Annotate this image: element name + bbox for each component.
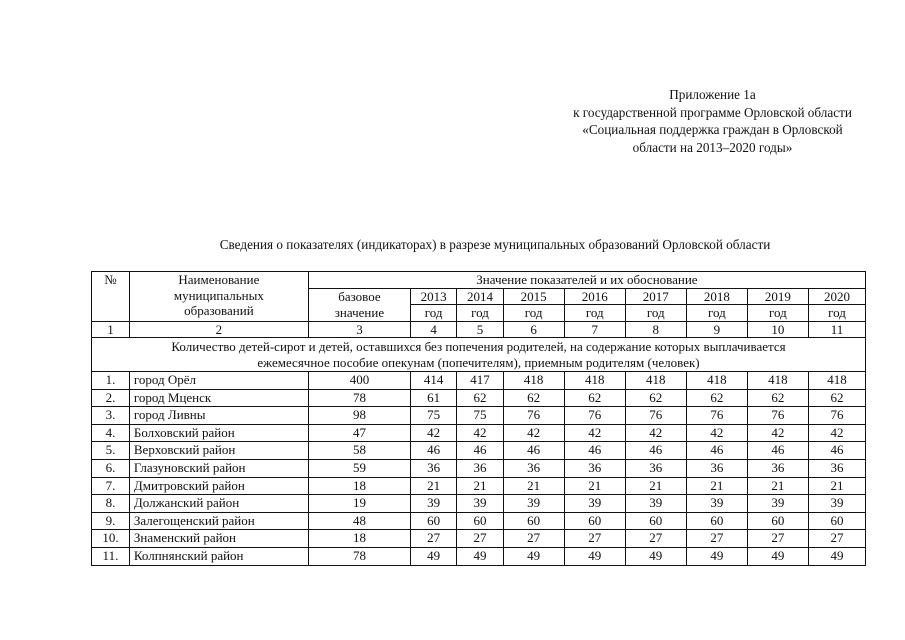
year-value: 21 — [808, 477, 865, 495]
header-year-unit: год — [625, 305, 686, 322]
year-value: 60 — [808, 512, 865, 530]
base-value: 18 — [308, 530, 410, 548]
year-value: 418 — [686, 372, 747, 390]
base-value: 78 — [308, 547, 410, 565]
base-value: 78 — [308, 389, 410, 407]
appendix-line: Приложение 1а — [669, 87, 756, 102]
header-name-line: муниципальных — [173, 287, 264, 303]
year-value: 21 — [411, 477, 457, 495]
year-value: 46 — [503, 442, 564, 460]
year-value: 39 — [808, 495, 865, 513]
section-heading-line: ежемесячное пособие опекунам (попечителям), приемным родителям (человек) — [257, 354, 700, 370]
table-row — [92, 512, 866, 530]
year-value: 42 — [411, 424, 457, 442]
year-value: 39 — [747, 495, 808, 513]
year-value: 42 — [564, 424, 625, 442]
header-year: 2017 — [625, 288, 686, 305]
year-value: 27 — [503, 530, 564, 548]
year-value: 62 — [503, 389, 564, 407]
year-value: 21 — [686, 477, 747, 495]
year-value: 76 — [686, 407, 747, 425]
year-value: 60 — [625, 512, 686, 530]
year-value: 62 — [457, 389, 503, 407]
municipality-name: город Ливны — [129, 407, 308, 425]
column-number: 6 — [503, 321, 564, 338]
year-value: 27 — [564, 530, 625, 548]
base-value: 18 — [308, 477, 410, 495]
table-row — [92, 459, 866, 477]
table-row — [92, 424, 866, 442]
row-number: 7. — [92, 477, 130, 495]
base-value: 59 — [308, 459, 410, 477]
row-number: 3. — [92, 407, 130, 425]
row-number: 4. — [92, 424, 130, 442]
year-value: 27 — [457, 530, 503, 548]
year-value: 76 — [808, 407, 865, 425]
municipality-name: Знаменский район — [129, 530, 308, 548]
table-row — [92, 442, 866, 460]
header-year-unit: год — [686, 305, 747, 322]
year-value: 39 — [564, 495, 625, 513]
table-row — [92, 372, 866, 390]
table-row — [92, 407, 866, 425]
year-value: 49 — [564, 547, 625, 565]
year-value: 36 — [457, 459, 503, 477]
table-row — [92, 477, 866, 495]
municipality-name: Верховский район — [129, 442, 308, 460]
year-value: 62 — [564, 389, 625, 407]
municipality-name: Болховский район — [129, 424, 308, 442]
year-value: 42 — [503, 424, 564, 442]
year-value: 39 — [411, 495, 457, 513]
year-value: 46 — [686, 442, 747, 460]
municipality-name: город Орёл — [129, 372, 308, 390]
base-value: 58 — [308, 442, 410, 460]
year-value: 27 — [625, 530, 686, 548]
header-group: Значение показателей и их обоснование — [308, 272, 865, 289]
municipality-name: Дмитровский район — [129, 477, 308, 495]
year-value: 76 — [564, 407, 625, 425]
year-value: 49 — [457, 547, 503, 565]
header-no: № — [92, 272, 130, 322]
year-value: 27 — [411, 530, 457, 548]
year-value: 60 — [503, 512, 564, 530]
row-number: 6. — [92, 459, 130, 477]
row-number: 10. — [92, 530, 130, 548]
year-value: 39 — [503, 495, 564, 513]
year-value: 39 — [625, 495, 686, 513]
section-heading-line: Количество детей-сирот и детей, оставшихся без попечения родителей, на содержание которых выплачивается — [171, 339, 786, 354]
header-year: 2019 — [747, 288, 808, 305]
column-number: 5 — [457, 321, 503, 338]
column-number: 4 — [411, 321, 457, 338]
year-value: 21 — [747, 477, 808, 495]
year-value: 42 — [686, 424, 747, 442]
year-value: 49 — [808, 547, 865, 565]
appendix-line: к государственной программе Орловской области — [573, 104, 852, 120]
year-value: 27 — [747, 530, 808, 548]
year-value: 49 — [503, 547, 564, 565]
column-number: 8 — [625, 321, 686, 338]
year-value: 49 — [747, 547, 808, 565]
row-number: 5. — [92, 442, 130, 460]
year-value: 36 — [625, 459, 686, 477]
header-year-unit: год — [411, 305, 457, 322]
year-value: 60 — [564, 512, 625, 530]
row-number: 9. — [92, 512, 130, 530]
year-value: 49 — [686, 547, 747, 565]
header-base — [308, 288, 410, 321]
base-value: 19 — [308, 495, 410, 513]
document-title: Сведения о показателях (индикаторах) в разрезе муниципальных образований Орловской области — [219, 237, 771, 252]
year-value: 418 — [564, 372, 625, 390]
year-value: 39 — [686, 495, 747, 513]
year-value: 36 — [747, 459, 808, 477]
year-value: 60 — [411, 512, 457, 530]
indicators-table — [91, 271, 866, 566]
year-value: 46 — [411, 442, 457, 460]
year-value: 36 — [686, 459, 747, 477]
year-value: 42 — [625, 424, 686, 442]
year-value: 418 — [747, 372, 808, 390]
header-base-line: значение — [334, 304, 385, 320]
header-name-line: Наименование — [178, 272, 260, 287]
header-name — [129, 272, 308, 322]
year-value: 60 — [457, 512, 503, 530]
section-row — [92, 338, 866, 372]
header-name-line: образований — [184, 303, 254, 318]
table-row — [92, 389, 866, 407]
column-number: 2 — [129, 321, 308, 338]
year-value: 75 — [457, 407, 503, 425]
year-value: 39 — [457, 495, 503, 513]
base-value: 48 — [308, 512, 410, 530]
header-year-unit: год — [808, 305, 865, 322]
column-number: 1 — [92, 321, 130, 338]
year-value: 75 — [411, 407, 457, 425]
year-value: 418 — [808, 372, 865, 390]
year-value: 42 — [747, 424, 808, 442]
year-value: 418 — [625, 372, 686, 390]
column-number: 9 — [686, 321, 747, 338]
year-value: 46 — [457, 442, 503, 460]
column-number: 3 — [308, 321, 410, 338]
year-value: 60 — [747, 512, 808, 530]
header-row — [92, 272, 866, 289]
header-year-unit: год — [564, 305, 625, 322]
municipality-name: Колпнянский район — [129, 547, 308, 565]
column-number: 7 — [564, 321, 625, 338]
header-year: 2018 — [686, 288, 747, 305]
year-value: 21 — [503, 477, 564, 495]
section-heading — [92, 338, 866, 372]
year-value: 76 — [747, 407, 808, 425]
table-row — [92, 495, 866, 513]
municipality-name: город Мценск — [129, 389, 308, 407]
year-value: 76 — [503, 407, 564, 425]
municipality-name: Должанский район — [129, 495, 308, 513]
year-value: 62 — [747, 389, 808, 407]
year-value: 42 — [457, 424, 503, 442]
year-value: 61 — [411, 389, 457, 407]
table-row — [92, 530, 866, 548]
appendix-line: «Социальная поддержка граждан в Орловской — [582, 122, 843, 137]
header-year: 2020 — [808, 288, 865, 305]
column-number: 10 — [747, 321, 808, 338]
header-year-unit: год — [457, 305, 503, 322]
municipality-name: Глазуновский район — [129, 459, 308, 477]
year-value: 46 — [564, 442, 625, 460]
year-value: 62 — [686, 389, 747, 407]
year-value: 21 — [457, 477, 503, 495]
appendix-line: области на 2013–2020 годы» — [632, 139, 793, 155]
header-year: 2015 — [503, 288, 564, 305]
year-value: 36 — [808, 459, 865, 477]
row-number: 8. — [92, 495, 130, 513]
year-value: 27 — [686, 530, 747, 548]
base-value: 47 — [308, 424, 410, 442]
row-number: 2. — [92, 389, 130, 407]
column-numbers-row — [92, 321, 866, 338]
year-value: 49 — [625, 547, 686, 565]
header-year: 2013 — [411, 288, 457, 305]
base-value: 400 — [308, 372, 410, 390]
header-year: 2014 — [457, 288, 503, 305]
municipality-name: Залегощенский район — [129, 512, 308, 530]
year-value: 62 — [625, 389, 686, 407]
table-row — [92, 547, 866, 565]
header-year-unit: год — [503, 305, 564, 322]
base-value: 98 — [308, 407, 410, 425]
header-year-unit: год — [747, 305, 808, 322]
year-value: 21 — [625, 477, 686, 495]
column-number: 11 — [808, 321, 865, 338]
year-value: 36 — [564, 459, 625, 477]
year-value: 76 — [625, 407, 686, 425]
row-number: 11. — [92, 547, 130, 565]
year-value: 36 — [503, 459, 564, 477]
year-value: 62 — [808, 389, 865, 407]
year-value: 46 — [625, 442, 686, 460]
year-value: 21 — [564, 477, 625, 495]
year-value: 42 — [808, 424, 865, 442]
header-base-line: базовое — [338, 289, 381, 304]
year-value: 36 — [411, 459, 457, 477]
year-value: 60 — [686, 512, 747, 530]
year-value: 46 — [808, 442, 865, 460]
year-value: 414 — [411, 372, 457, 390]
year-value: 418 — [503, 372, 564, 390]
year-value: 46 — [747, 442, 808, 460]
year-value: 49 — [411, 547, 457, 565]
year-value: 27 — [808, 530, 865, 548]
header-year: 2016 — [564, 288, 625, 305]
row-number: 1. — [92, 372, 130, 390]
year-value: 417 — [457, 372, 503, 390]
appendix-block — [520, 86, 905, 156]
